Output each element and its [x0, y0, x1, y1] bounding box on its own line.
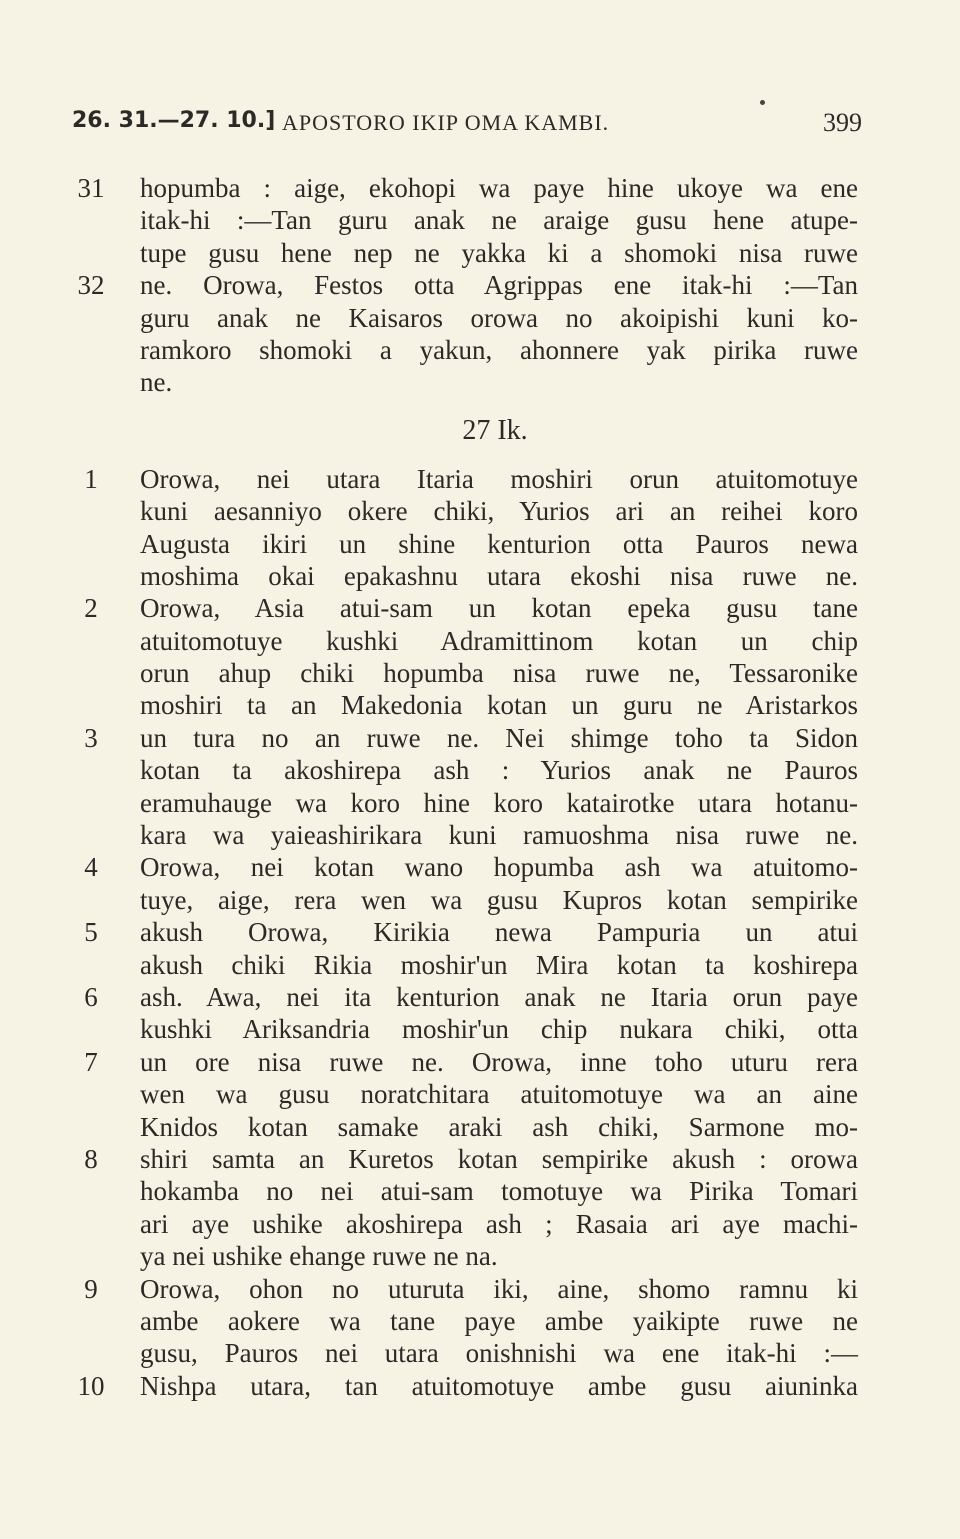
verse-text: Orowa, nei kotan wano hopumba ash wa atuitomo-: [140, 852, 858, 883]
verse-text: orun ahup chiki hopumba nisa ruwe ne, Tessaronike: [140, 658, 858, 689]
verse-text: tuye, aige, rera wen wa gusu Kupros kotan sempirike: [140, 884, 858, 915]
verse-text: gusu, Pauros nei utara onishnishi wa ene itak-hi :—: [140, 1338, 858, 1369]
verse-text: akush Orowa, Kirikia newa Pampuria un atui: [140, 917, 858, 948]
verse-text: un tura no an ruwe ne. Nei shimge toho ta Sidon: [140, 722, 858, 753]
text-line: [72, 754, 858, 786]
verse-text: wen wa gusu noratchitara atuitomotuye wa an aine: [140, 1079, 858, 1110]
scripture-text: [72, 172, 858, 1402]
verse-range: 26. 31.—27. 10.]: [72, 108, 276, 133]
text-line: [72, 1078, 858, 1110]
verse-number: 8: [84, 1143, 98, 1174]
text-line: [72, 981, 858, 1013]
text-line: [72, 1175, 858, 1207]
text-line: [72, 1208, 858, 1240]
text-line: [72, 1046, 858, 1078]
verse-number: 10: [77, 1370, 105, 1401]
text-line: [72, 269, 858, 301]
text-line: [72, 949, 858, 981]
verse-text: kushki Ariksandria moshir'un chip nukara chiki, otta: [140, 1014, 858, 1045]
verse-text: Knidos kotan samake araki ash chiki, Sarmone mo-: [140, 1111, 858, 1142]
verse-text: Orowa, nei utara Itaria moshiri orun atuitomotuye: [140, 463, 858, 494]
verse-text: akush chiki Rikia moshir'un Mira kotan ta koshirepa: [140, 949, 858, 980]
verse-text: Orowa, Asia atui-sam un kotan epeka gusu tane: [140, 593, 858, 624]
verse-number: 1: [84, 463, 98, 494]
running-header: [72, 108, 862, 144]
verse-text: un ore nisa ruwe ne. Orowa, inne toho uturu rera: [140, 1046, 858, 1077]
text-line: [72, 819, 858, 851]
verse-text: ash. Awa, nei ita kenturion anak ne Itaria orun paye: [140, 981, 858, 1012]
text-line: [72, 884, 858, 916]
verse-text: hopumba : aige, ekohopi wa paye hine ukoye wa ene: [140, 173, 858, 203]
verse-number: 5: [84, 917, 98, 948]
text-line: [72, 1337, 858, 1369]
text-line: [72, 722, 858, 754]
verse-text: Orowa, ohon no uturuta iki, aine, shomo ramnu ki: [140, 1273, 858, 1304]
text-line: [72, 689, 858, 721]
verse-text: Nishpa utara, tan atuitomotuye ambe gusu aiuninka: [140, 1370, 858, 1401]
text-line: [72, 1273, 858, 1305]
verse-number: 7: [84, 1046, 98, 1077]
chapter-27-verses: [72, 463, 858, 1402]
ink-speck: [760, 100, 765, 105]
verse-number: 32: [77, 270, 105, 301]
verse-number: 6: [84, 981, 98, 1012]
page-number: 399: [823, 108, 862, 137]
text-line: [72, 1305, 858, 1337]
text-line: [72, 172, 858, 204]
verse-text: moshiri ta an Makedonia kotan un guru ne Aristarkos: [140, 690, 858, 721]
verse-text: kara wa yaieashirikara kuni ramuoshma nisa ruwe ne.: [140, 820, 858, 851]
text-line: [72, 625, 858, 657]
verse-number: 9: [84, 1273, 98, 1304]
verse-text: guru anak ne Kaisaros orowa no akoipishi kuni ko-: [140, 302, 858, 333]
verse-number: 31: [77, 173, 105, 203]
verse-text: ari aye ushike akoshirepa ash ; Rasaia ari aye machi-: [140, 1208, 858, 1239]
text-line: [72, 851, 858, 883]
text-line: [72, 495, 858, 527]
verse-number: 3: [84, 722, 98, 753]
chapter-heading: 27 Ik.: [462, 414, 528, 446]
text-line: [72, 1143, 858, 1175]
text-line: [72, 592, 858, 624]
verse-text: ne.: [140, 367, 173, 398]
verse-number: 4: [84, 852, 98, 883]
text-line: [72, 916, 858, 948]
verse-text: tupe gusu hene nep ne yakka ki a shomoki nisa ruwe: [140, 237, 858, 268]
text-line: [72, 787, 858, 819]
verse-text: moshima okai epakashnu utara ekoshi nisa ruwe ne.: [140, 560, 858, 591]
text-line: [72, 1013, 858, 1045]
verse-text: atuitomotuye kushki Adramittinom kotan un chip: [140, 625, 858, 656]
verse-text: ramkoro shomoki a yakun, ahonnere yak pirika ruwe: [140, 334, 858, 365]
verse-text: ya nei ushike ehange ruwe ne na.: [140, 1241, 498, 1272]
verse-text: kotan ta akoshirepa ash : Yurios anak ne Pauros: [140, 755, 858, 786]
text-line: [72, 237, 858, 269]
text-line: [72, 1111, 858, 1143]
verse-text: kuni aesanniyo okere chiki, Yurios ari an reihei koro: [140, 496, 858, 527]
running-title: APOSTORO IKIP OMA KAMBI.: [282, 110, 610, 135]
chapter-26-verses: [72, 172, 858, 399]
text-line: [72, 528, 858, 560]
text-line: [72, 1370, 858, 1402]
text-line: [72, 334, 858, 366]
text-line: [72, 463, 858, 495]
text-line: [72, 204, 858, 236]
verse-text: shiri samta an Kuretos kotan sempirike akush : orowa: [140, 1143, 858, 1174]
verse-text: hokamba no nei atui-sam tomotuye wa Pirika Tomari: [140, 1176, 858, 1207]
verse-text: ambe aokere wa tane paye ambe yaikipte ruwe ne: [140, 1305, 858, 1336]
text-line: [72, 302, 858, 334]
text-line: [72, 1240, 858, 1272]
verse-text: itak-hi :—Tan guru anak ne araige gusu hene atupe-: [140, 205, 858, 236]
text-line: [72, 657, 858, 689]
verse-text: Augusta ikiri un shine kenturion otta Pauros newa: [140, 528, 858, 559]
verse-text: eramuhauge wa koro hine koro katairotke utara hotanu-: [140, 787, 858, 818]
text-line: [72, 560, 858, 592]
verse-text: ne. Orowa, Festos otta Agrippas ene itak-hi :—Tan: [140, 270, 858, 301]
verse-number: 2: [84, 593, 98, 624]
text-line: [72, 366, 858, 398]
